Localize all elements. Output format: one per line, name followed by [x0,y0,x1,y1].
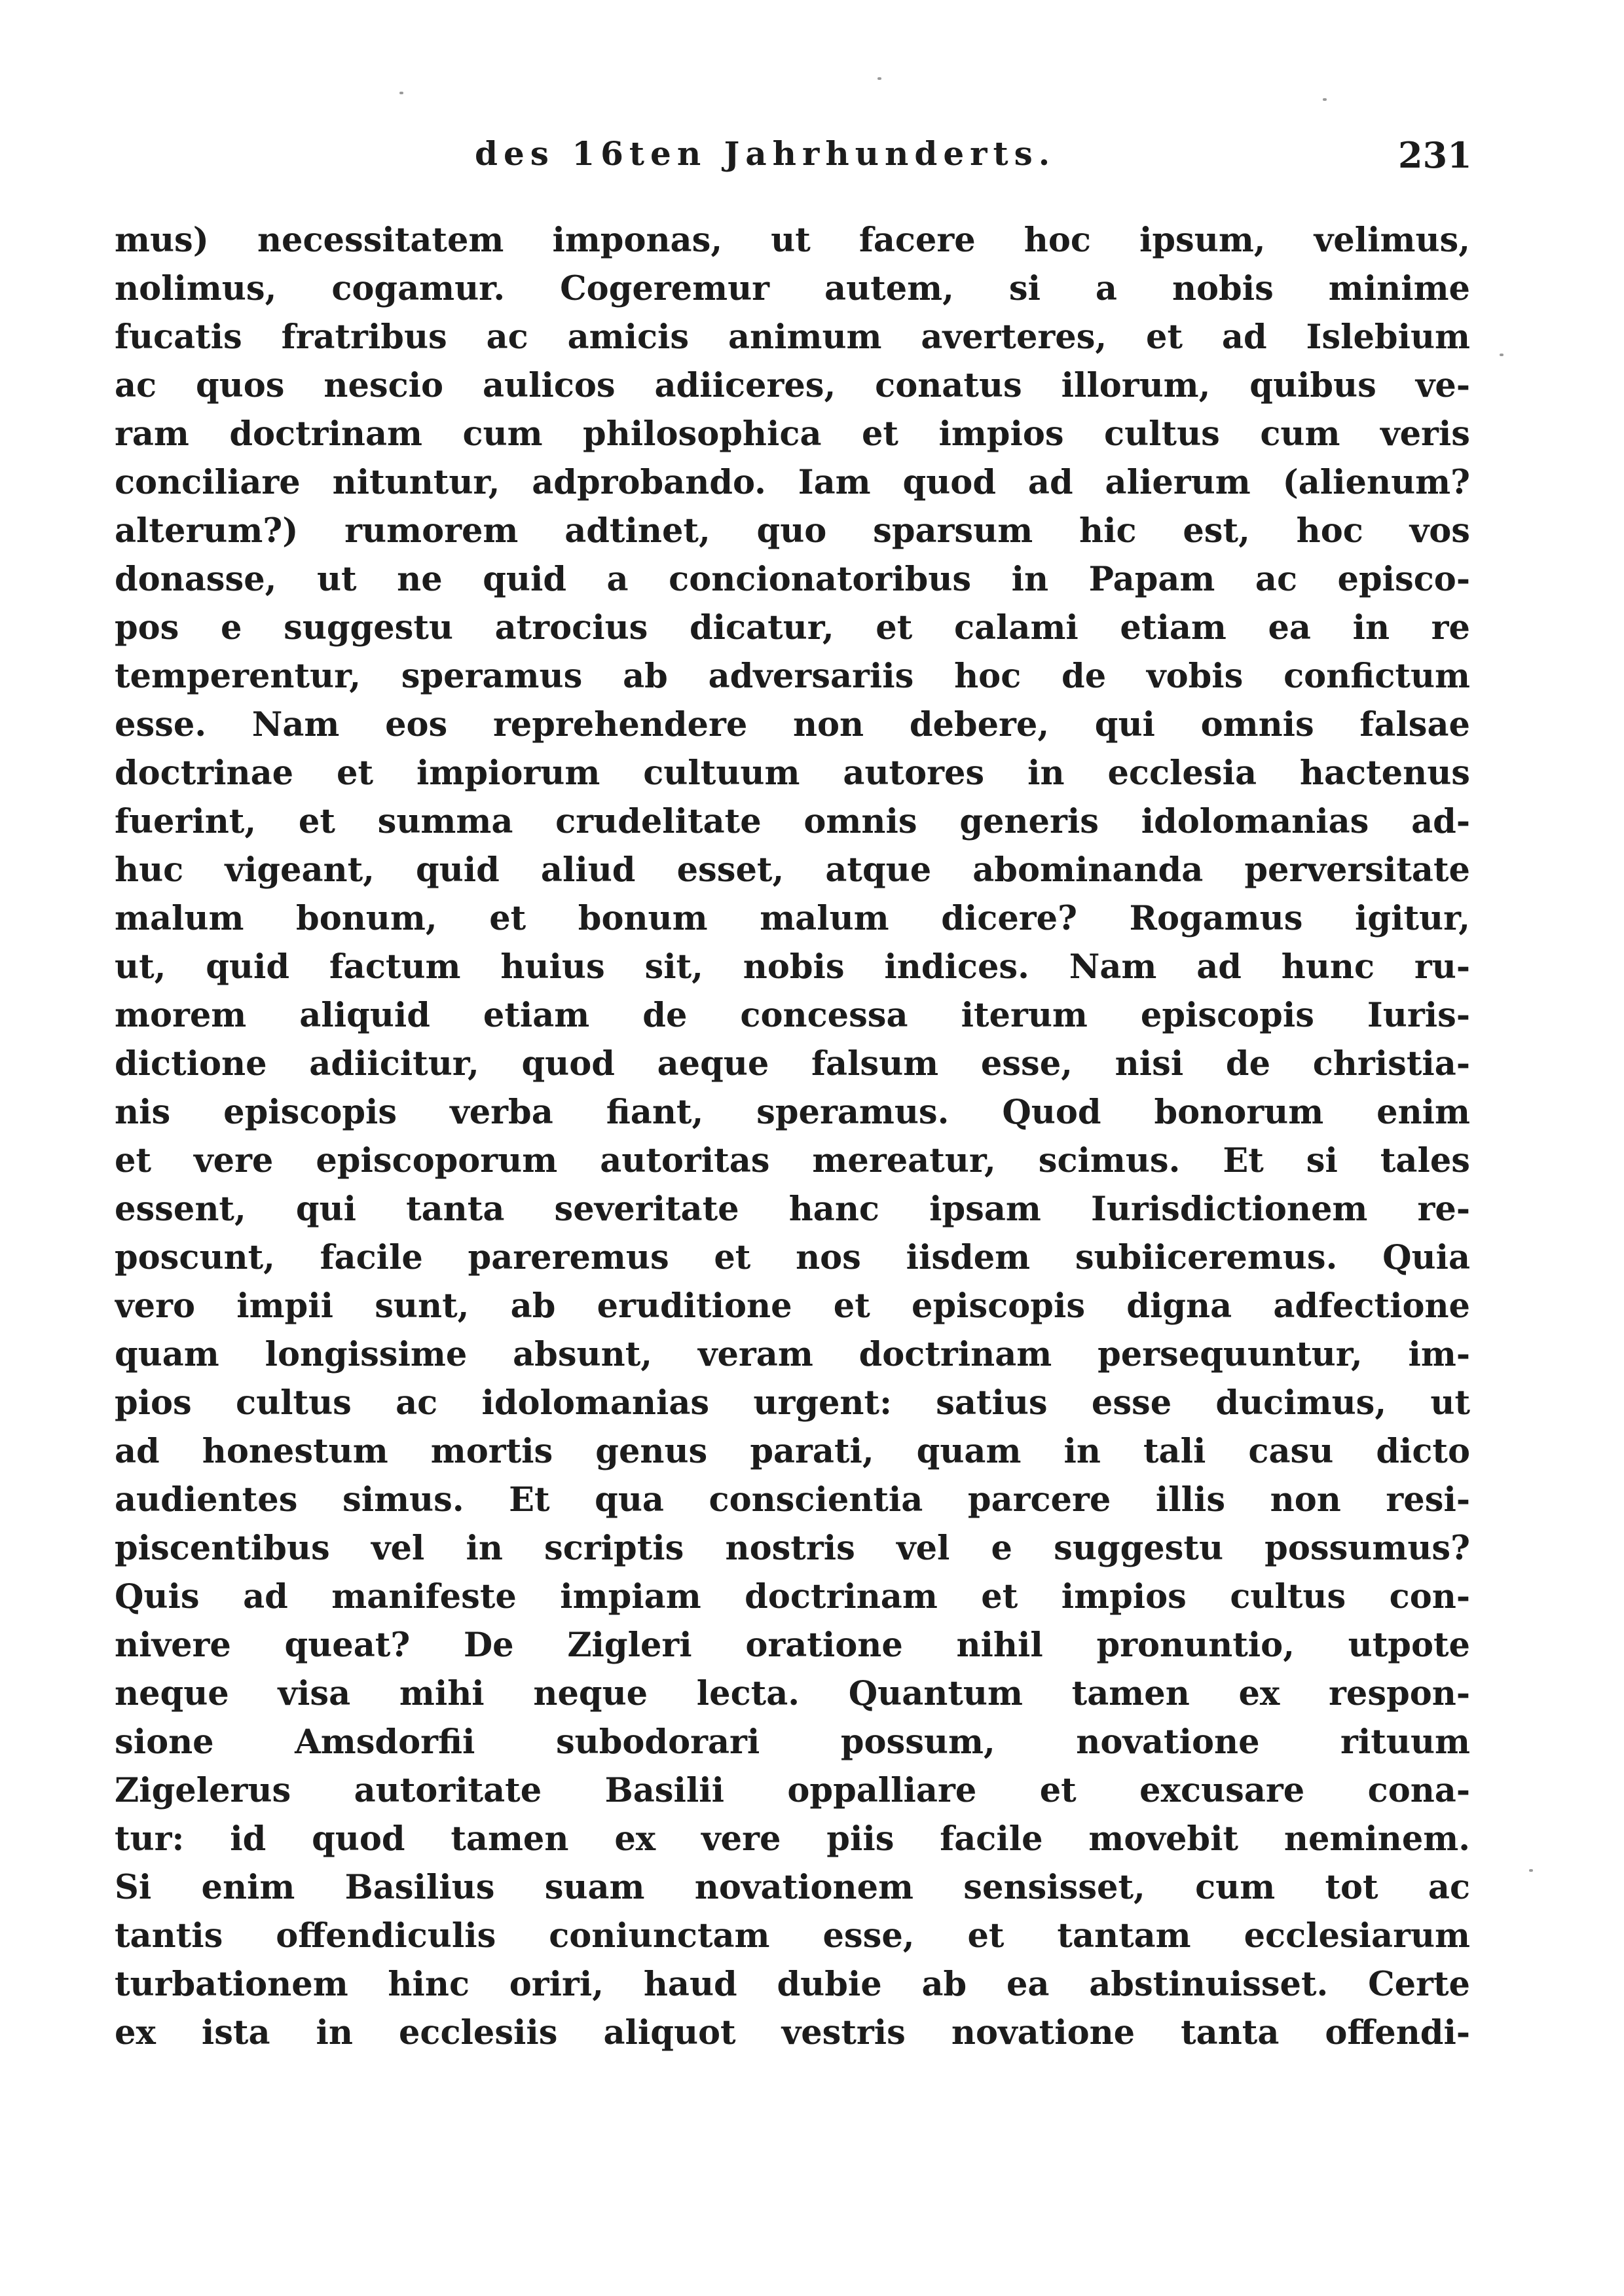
text-line: malum bonum, et bonum malum dicere? Rogamus igitur, [115,899,1470,938]
text-line: turbationem hinc oriri, haud dubie ab ea abstinuisset. Certe [115,1965,1470,2004]
text-line: neque visa mihi neque lecta. Quantum tamen ex respon- [115,1674,1470,1713]
paper-speck [877,77,881,80]
text-line: et vere episcoporum autoritas mereatur, scimus. Et si tales [115,1141,1470,1180]
text-line: nivere queat? De Zigleri oratione nihil pronuntio, utpote [115,1626,1470,1665]
text-line: ex ista in ecclesiis aliquot vestris novatione tanta offendi- [115,2013,1470,2052]
text-line: morem aliquid etiam de concessa iterum episcopis Iuris- [115,996,1470,1035]
text-line: Si enim Basilius suam novationem sensisset, cum tot ac [115,1868,1470,1907]
text-line: alterum?) rumorem adtinet, quo sparsum hic est, hoc vos [115,511,1470,551]
paper-speck [1529,1869,1533,1872]
text-line: dictione adiicitur, quod aeque falsum esse, nisi de christia- [115,1044,1470,1084]
text-line: ut, quid factum huius sit, nobis indices. Nam ad hunc ru- [115,947,1470,987]
text-line: ad honestum mortis genus parati, quam in tali casu dicto [115,1432,1470,1471]
text-line: donasse, ut ne quid a concionatoribus in Papam ac episco- [115,560,1470,599]
text-line: ram doctrinam cum philosophica et impios cultus cum veris [115,414,1470,454]
text-line: esse. Nam eos reprehendere non debere, qui omnis falsae [115,705,1470,744]
text-line: pos e suggestu atrocius dicatur, et calami etiam ea in re [115,608,1470,647]
text-line: pios cultus ac idolomanias urgent: satius esse ducimus, ut [115,1383,1470,1423]
paper-speck [1500,354,1504,356]
text-line: fucatis fratribus ac amicis animum averteres, et ad Islebium [115,318,1470,357]
text-line: mus) necessitatem imponas, ut facere hoc ipsum, velimus, [115,221,1470,260]
text-line: tantis offendiculis coniunctam esse, et tantam ecclesiarum [115,1916,1470,1956]
running-title: des 16ten Jahrhunderts. [475,134,1056,173]
body-text [115,216,1470,2057]
text-line: essent, qui tanta severitate hanc ipsam Iurisdictionem re- [115,1190,1470,1229]
text-line: nolimus, cogamur. Cogeremur autem, si a nobis minime [115,269,1470,308]
text-line: sione Amsdorfii subodorari possum, novatione rituum [115,1722,1470,1762]
text-line: vero impii sunt, ab eruditione et episcopis digna adfectione [115,1286,1470,1326]
text-line: doctrinae et impiorum cultuum autores in ecclesia hactenus [115,754,1470,793]
text-line: huc vigeant, quid aliud esset, atque abominanda perversitate [115,850,1470,890]
text-line: quam longissime absunt, veram doctrinam persequuntur, im- [115,1335,1470,1374]
running-head [105,134,1480,187]
page-number: 231 [1398,134,1472,176]
text-line: poscunt, facile pareremus et nos iisdem subiiceremus. Quia [115,1238,1470,1277]
text-line: audientes simus. Et qua conscientia parcere illis non resi- [115,1480,1470,1520]
text-line: fuerint, et summa crudelitate omnis generis idolomanias ad- [115,802,1470,841]
text-line: nis episcopis verba fiant, speramus. Quod bonorum enim [115,1093,1470,1132]
paper-speck [1323,98,1327,101]
text-line: piscentibus vel in scriptis nostris vel e suggestu possumus? [115,1529,1470,1568]
text-line: Zigelerus autoritate Basilii oppalliare et excusare cona- [115,1771,1470,1810]
text-line: tur: id quod tamen ex vere piis facile movebit neminem. [115,1819,1470,1859]
text-line: temperentur, speramus ab adversariis hoc de vobis confictum [115,657,1470,696]
text-line: ac quos nescio aulicos adiiceres, conatus illorum, quibus ve- [115,366,1470,405]
paper-speck [399,92,403,94]
text-line: conciliare nituntur, adprobando. Iam quod ad alierum (alienum? [115,463,1470,502]
text-line: Quis ad manifeste impiam doctrinam et impios cultus con- [115,1577,1470,1616]
